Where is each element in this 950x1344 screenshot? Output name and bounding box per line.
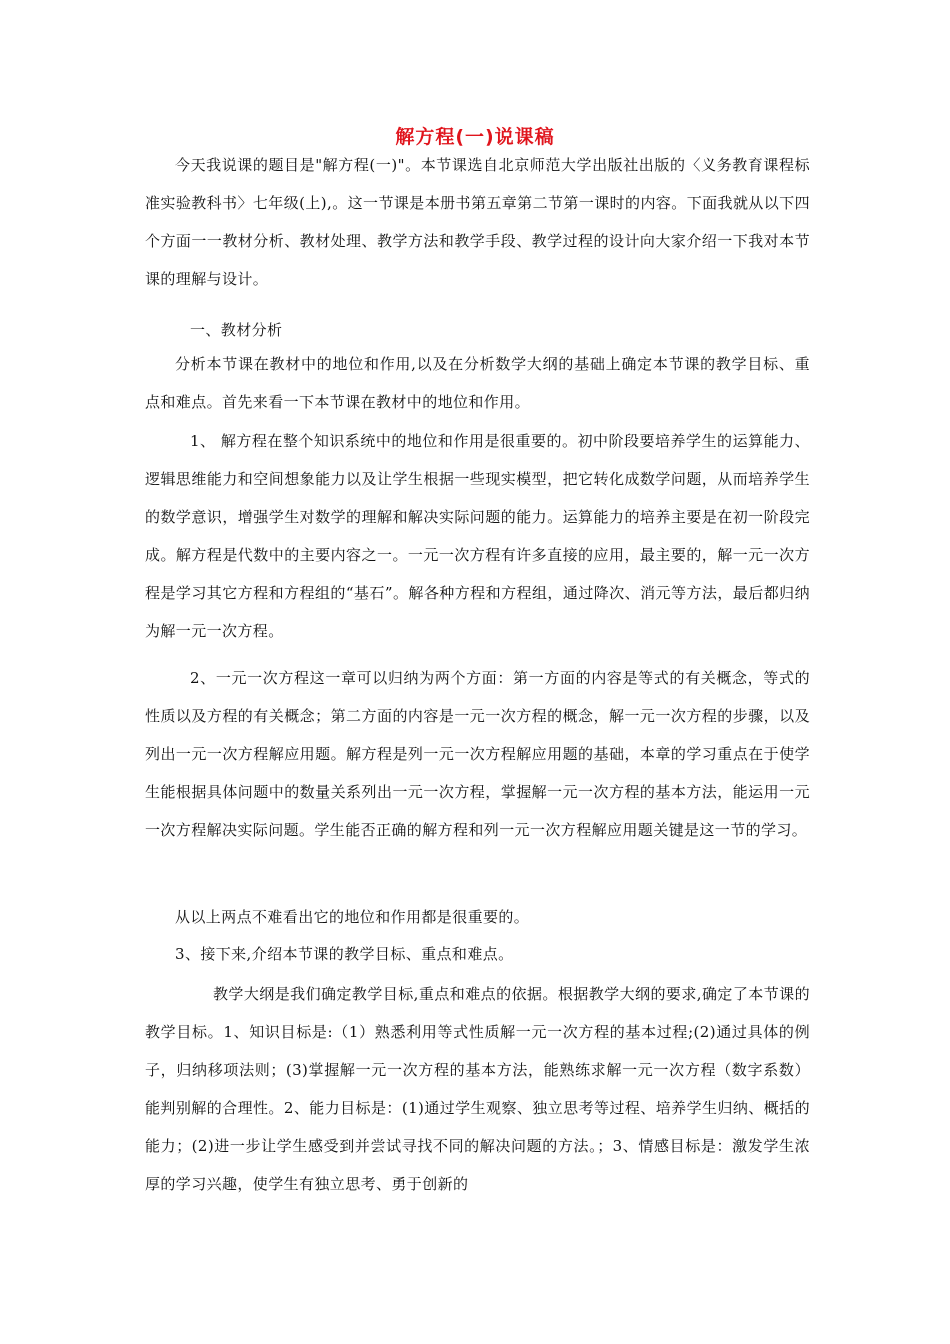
point-2-paragraph: 2、一元一次方程这一章可以归纳为两个方面：第一方面的内容是等式的有关概念，等式的性质以及方程的有关概念；第二方面的内容是一元一次方程的概念，解一元一次方程的步骤，以及列出一元一次方程解应用题。解方程是列一元一次方程解应用题的基础，本章的学习重点在于使学生能根据具体问题中的数量关系列出一元一次方程，掌握解一元一次方程的基本方法，能运用一元一次方程解决实际问题。学生能否正确的解方程和列一元一次方程解应用题关键是这一节的学习。 xyxy=(145,669,810,839)
point-3-paragraph: 3、接下来,介绍本节课的教学目标、重点和难点。 xyxy=(175,945,514,963)
section-heading: 一、教材分析 xyxy=(190,321,283,339)
point-1-paragraph: 1、 解方程在整个知识系统中的地位和作用是很重要的。初中阶段要培养学生的运算能力、逻辑思维能力和空间想象能力以及让学生根据一些现实模型，把它转化成数学问题，从而培养学生的数学意识，增强学生对数学的理解和解决实际问题的能力。运算能力的培养主要是在初一阶段完成。解方程是代数中的主要内容之一。一元一次方程有许多直接的应用，最主要的，解一元一次方程是学习其它方程和方程组的“基石”。解各种方程和方程组，通过降次、消元等方法，最后都归纳为解一元一次方程。 xyxy=(145,432,810,640)
goals-paragraph: 教学大纲是我们确定教学目标,重点和难点的依据。根据教学大纲的要求,确定了本节课的教学目标。1、知识目标是:（1）熟悉利用等式性质解一元一次方程的基本过程;(2)通过具体的例子，归纳移项法则；(3)掌握解一元一次方程的基本方法，能熟练求解一元一次方程（数字系数）能判别解的合理性。2、能力目标是：(1)通过学生观察、独立思考等过程、培养学生归纳、概括的能力；(2)进一步让学生感受到并尝试寻找不同的解决问题的方法。；3、情感目标是：激发学生浓厚的学习兴趣，使学生有独立思考、勇于创新的 xyxy=(145,985,810,1193)
conclusion-paragraph: 从以上两点不难看出它的地位和作用都是很重要的。 xyxy=(175,908,530,926)
analysis-paragraph: 分析本节课在教材中的地位和作用,以及在分析数学大纲的基础上确定本节课的教学目标、重点和难点。首先来看一下本节课在教材中的地位和作用。 xyxy=(145,355,810,411)
document-title: 解方程(一)说课稿 xyxy=(395,126,555,148)
intro-paragraph: 今天我说课的题目是"解方程(一)"。本节课选自北京师范大学出版社出版的〈义务教育课程标准实验教科书〉七年级(上),。这一节课是本册书第五章第二节第一课时的内容。下面我就从以下四个方面一一教材分析、教材处理、教学方法和教学手段、教学过程的设计向大家介绍一下我对本节课的理解与设计。 xyxy=(145,156,810,288)
